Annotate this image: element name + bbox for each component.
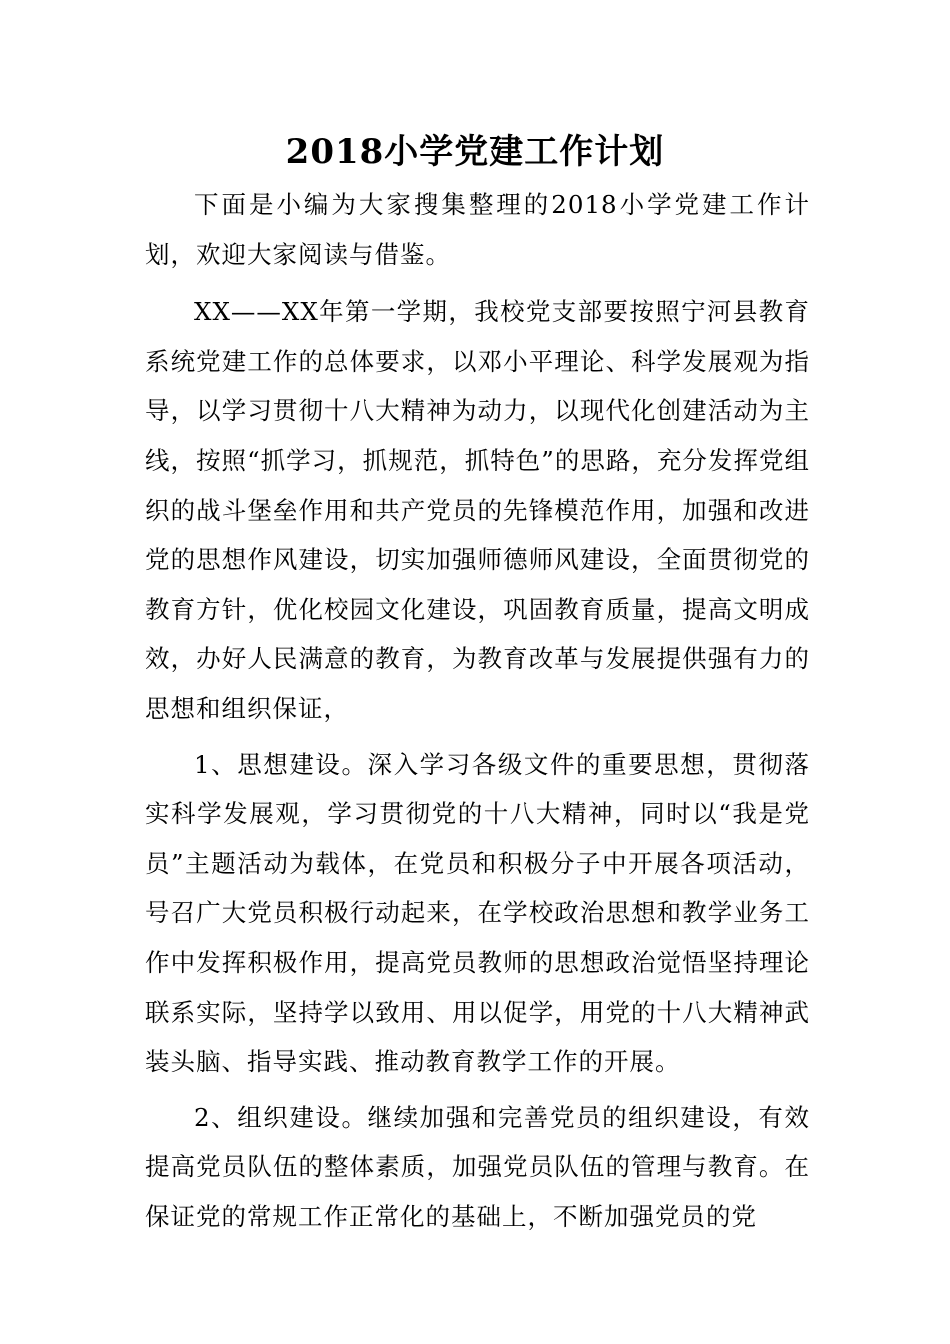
paragraph-intro: 下面是小编为大家搜集整理的2018小学党建工作计划，欢迎大家阅读与借鉴。 [145,190,810,269]
paragraph-overview: XX——XX年第一学期，我校党支部要按照宁河县教育系统党建工作的总体要求，以邓小平理论、科学发展观为指导，以学习贯彻十八大精神为动力，以现代化创建活动为主线，按照“抓学习，抓规范，抓特色”的思路，充分发挥党组织的战斗堡垒作用和共产党员的先锋模范作用，加强和改进党的思想作风建设，切实加强师德师风建设，全面贯彻党的教育方针，优化校园文化建设，巩固教育质量，提高文明成效，办好人民满意的教育，为教育改革与发展提供强有力的思想和组织保证， [145,297,810,723]
document-body [145,180,810,1241]
paragraph-organization: 2、组织建设。继续加强和完善党员的组织建设，有效提高党员队伍的整体素质，加强党员队伍的管理与教育。在保证党的常规工作正常化的基础上，不断加强党员的党 [145,1102,810,1231]
paragraph-ideology: 1、思想建设。深入学习各级文件的重要思想，贯彻落实科学发展观，学习贯彻党的十八大精神，同时以“我是党员”主题活动为载体，在党员和积极分子中开展各项活动，号召广大党员积极行动起来，在学校政治思想和教学业务工作中发挥积极作用，提高党员教师的思想政治觉悟坚持理论联系实际，坚持学以致用、用以促学，用党的十八大精神武装头脑、指导实践、推动教育教学工作的开展。 [145,749,810,1077]
document-title: 2018小学党建工作计划 [285,132,665,172]
